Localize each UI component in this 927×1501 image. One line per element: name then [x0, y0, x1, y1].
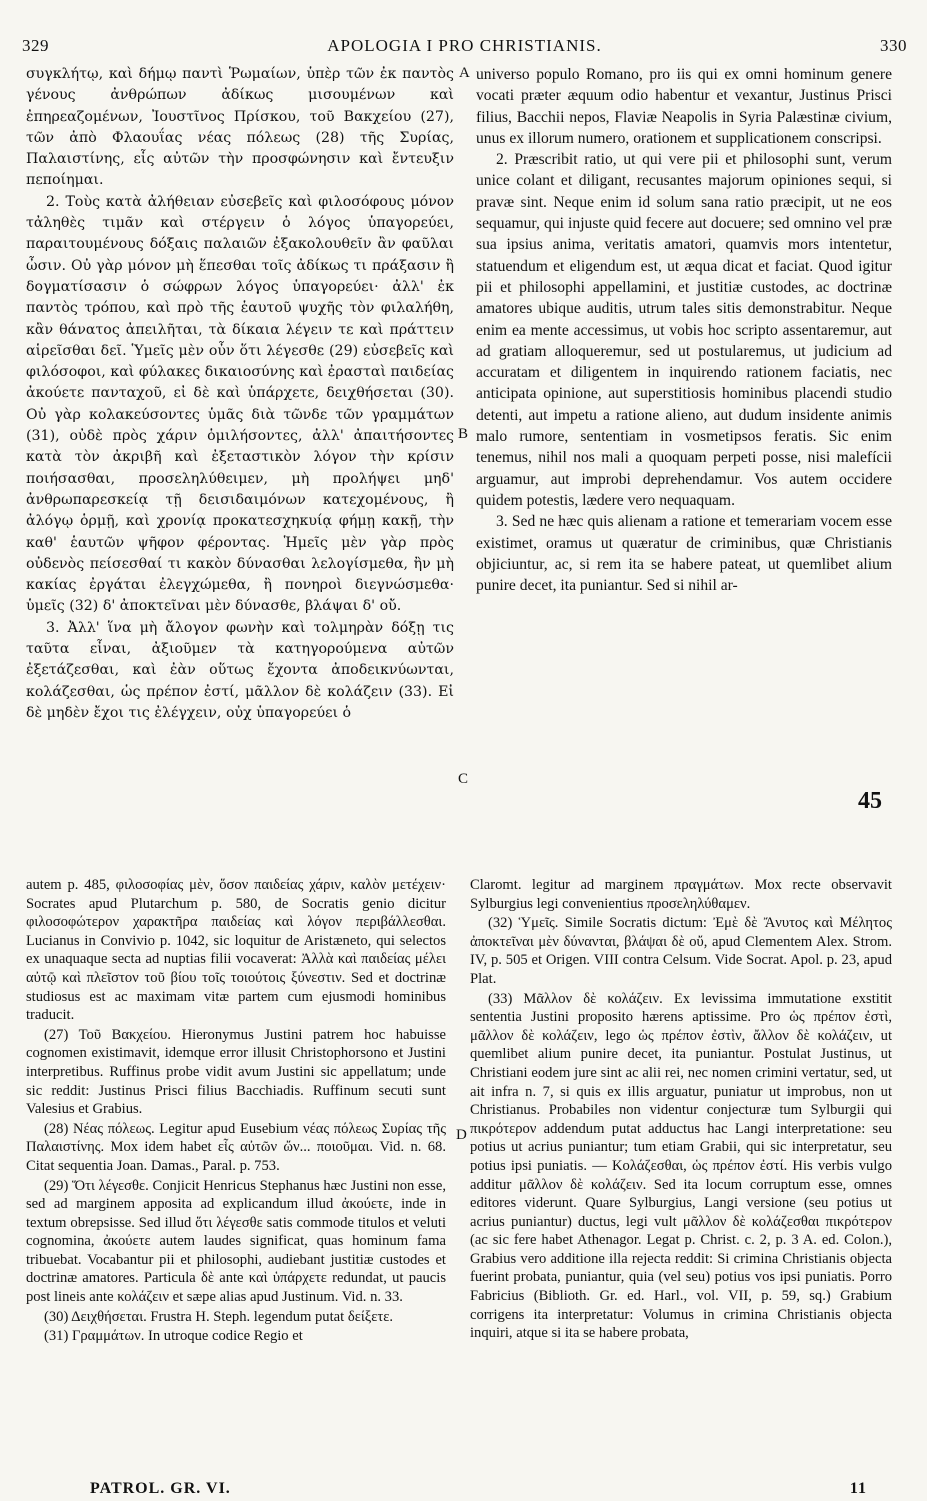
note-30: (30) Δειχθήσεται. Frustra H. Steph. legendum putat δείξετε.: [44, 1308, 394, 1325]
left-page-number: 329: [22, 36, 49, 55]
greek-text-column: [26, 64, 454, 864]
note-left-paragraph: autem p. 485, φιλοσοφίας μὲν, ὅσον παιδείας χάριν, καλὸν μετέχειν· Socrates apud Plutarchum p. 580, de Socratis genio dicitur φιλοσοφώτερον χαρακτῆρα παιδείας καὶ λόγον περιβάλλεσθαι. Lucianus in Convivio p. 1042, sic loquitur de Aristæneto, qui selectos ex unaquaque secta ad nuptias filii vocaverat: Ἀλλὰ καὶ παιδείας μέλει αὐτῷ καὶ πλεῖστον τοῦ βίου τοῖς τοιούτοις ξύνεστιν. Sed et doctrinæ studiosus est ac maximam vitæ partem cum ejusmodi hominibus traducit.: [26, 877, 446, 1024]
running-title: APOLOGIA I PRO CHRISTIANIS.: [327, 36, 602, 55]
note-29: (29) Ὅτι λέγεσθε. Conjicit Henricus Stephanus hæc Justini non esse, sed ad marginem apposita ad explicandum illud ἀκούετε, inde in textum obrepsisse. Sed illud ὅτι λέγεσθε satis commode titulos et veluti cognomina, ἀκούετε autem laudes significat, quas hominum fama tribuebat. Vocabantur pii et philosophi, audiebant justitiæ custodes et doctrinæ amatores. Particula δὲ ante καὶ ὑπάρχετε redundat, ut paucis post lineis ante κολάζειν et sæpe alias apud Justinum. Vid. n. 33.: [26, 1177, 446, 1306]
greek-paragraph-1: συγκλήτῳ, καὶ δήμῳ παντὶ Ῥωμαίων, ὑπὲρ τῶν ἐκ παντὸς γένους ἀνθρώπων ἀδίκως μισουμένων καὶ ἐπηρεαζομένων, Ἰουστῖνος Πρίσκου, τοῦ Βακχείου (27), τῶν ἀπὸ Φλαουΐας νέας πόλεως (28) τῆς Συρίας, Παλαιστίνης, εἷς αὐτῶν τὴν προσφώνησιν καὶ ἔντευξιν πεποίημαι.: [26, 66, 454, 189]
note-right-paragraph: Claromt. legitur ad marginem πραγμάτων. Mox recte observavit Sylburgius legi convenientius προσεληλύθαμεν.: [470, 877, 892, 912]
latin-text-column: [476, 64, 892, 864]
latin-paragraph-3: 3. Sed ne hæc quis alienam a ratione et temerariam vocem esse existimet, oramus ut quæratur de criminibus, quæ Christianis objiciuntur, ac, si rem ita se habere pateat, ut quemlibet alium punire decet, ita puniantur. Sed si nihil ar-: [476, 513, 892, 595]
greek-paragraph-2: 2. Τοὺς κατὰ ἀλήθειαν εὐσεβεῖς καὶ φιλοσόφους μόνον τἀληθὲς τιμᾶν καὶ στέργειν ὁ λόγος ὑπαγορεύει, παραιτουμένους δόξαις παλαιῶν ἐξακολουθεῖν ἂν φαῦλαι ὦσιν. Οὐ γὰρ μόνον μὴ ἕπεσθαι τοῖς ἀδίκως τι πράξασιν ἢ δογματίσασιν ὁ σώφρων λόγος ὑπαγορεύει· ἀλλ' ἐκ παντὸς τρόπου, καὶ πρὸ τῆς ἑαυτοῦ ψυχῆς τὸν φιλαλήθη, κἂν θάνατος ἀπειλῆται, τὰ δίκαια λέγειν τε καὶ πράττειν αἱρεῖσθαι δεῖ. Ὑμεῖς μὲν οὖν ὅτι λέγεσθε (29) εὐσεβεῖς καὶ φιλόσοφοι, καὶ φύλακες δικαιοσύνης καὶ ἐρασταὶ παιδείας ἀκούετε πανταχοῦ, εἰ δὲ καὶ ὑπάρχετε, δειχθήσεται (30). Οὐ γὰρ κολακεύσοντες ὑμᾶς διὰ τῶνδε τῶν γραμμάτων (31), οὐδὲ πρὸς χάριν ὁμιλήσοντες, ἀλλ' ἀπαιτήσοντες κατὰ τὸν ἀκριβῆ καὶ ἐξεταστικὸν λόγον τὴν κρίσιν ποιήσασθαι, προσεληλύθειμεν, μὴ προλήψει μηδ' ἀνθρωπαρεσκείᾳ τῇ δεισιδαιμόνων κατεχομένους, ἢ ἀλόγῳ ὁρμῇ, καὶ χρονίᾳ προκατεσχηκυίᾳ φήμῃ κακῇ, τὴν καθ' ἑαυτῶν ψῆφον φέροντας. Ἡμεῖς μὲν γὰρ πρὸς οὐδενὸς πείσεσθαί τι κακὸν δύνασθαι λελογίσμεθα, ἢν μὴ κακίας ἐργάται ἐλεγχώμεθα, ἢ πονηροὶ διεγνώσμεθα· ὑμεῖς (32) δ' ἀποκτεῖναι μὲν δύνασθε, βλάψαι δ' οὔ.: [26, 193, 454, 615]
margin-letter-b: B: [458, 426, 469, 442]
note-28: (28) Νέας πόλεως. Legitur apud Eusebium νέας πόλεως Συρίας τῆς Παλαιστίνης. Mox idem habet εἷς αὐτῶν ὤν... ποιοῦμαι. Vid. n. 68. Citat sequentia Joan. Damas., Paral. p. 753.: [26, 1120, 446, 1174]
latin-paragraph-1: universo populo Romano, pro iis qui ex omni hominum genere vocati præter æquum odio habentur et vexantur, Justinus Prisci filius, Bacchii nepos, Flaviæ Neapolis in Syria Palæstinæ civium, unus ex illorum numero, orationem et supplicationem conscripsi.: [476, 66, 892, 147]
right-page-number: 330: [880, 36, 907, 55]
notes-right-column: [470, 876, 892, 1476]
footer-signature: PATROL. GR. VI.: [90, 1480, 231, 1497]
margin-letter-a: A: [459, 65, 470, 81]
page-footer: [90, 1480, 867, 1500]
margin-letter-d: D: [456, 1127, 467, 1143]
notes-left-column: [26, 876, 446, 1476]
column-number: 45: [858, 788, 882, 814]
running-header: [22, 32, 907, 60]
note-27: (27) Τοῦ Βακχείου. Hieronymus Justini patrem hoc habuisse cognomen existimavit, idemque error illusit Christophorsono et Justini interpretibus. Ruffinus probe vidit avum Justini sic appellatum; unde sic reddit: Justinus Prisci filius Bacchiadis. Ruffinum secuti sunt Valesius et Grabius.: [26, 1026, 446, 1118]
greek-paragraph-3: 3. Ἀλλ' ἵνα μὴ ἄλογον φωνὴν καὶ τολμηρὰν δόξῃ τις ταῦτα εἶναι, ἀξιοῦμεν τὰ κατηγορούμενα αὐτῶν ἐξετάζεσθαι, καὶ ἐὰν οὕτως ἔχοντα ἀποδεικνύωνται, κολάζεσθαι, ὡς πρέπον ἐστί, μᾶλλον δὲ κολάζειν (33). Εἰ δὲ μηδὲν ἔχοι τις ἐλέγχειν, οὐχ ὑπαγορεύει ὁ: [26, 619, 454, 721]
latin-paragraph-2: 2. Præscribit ratio, ut qui vere pii et philosophi sunt, verum unice colant et diligant, recusantes majorum opiniones sequi, si pravæ sint. Neque enim id solum sana ratio præcipit, ut ne eos sequamur, qui injuste quid fecere aut docuere; sed omnino vel præ sua ipsius anima, veritatis amatori, quamvis mors intentetur, statuendum et eligendum est, ut æqua dicat et faciat. Quod igitur pii et philosophi appellamini, et justitiæ custodes, ac doctrinæ amatores ubique auditis, utrum tales sitis demonstrabitur. Neque enim ea mente accessimus, ut vobis hoc scripto assentaremur, aut ad gratiam alloqueremur, sed ut postularemus, ut judicium ad accuratam et diligentem in inquirendo rationem faciatis, nec anticipata opinione, aut superstitiosis hominibus placendi studio detenti, aut impetu a ratione alieno, aut dudum insidente animis malo rumore, sententiam in vosmetipsos feratis. Sic enim tenemus, nihil nos mali a quoquam perpeti posse, nisi malefícii arguamur, aut improbi deprehendamur. Vos autem occidere quidem potestis, lædere vero nequaquam.: [476, 151, 892, 509]
margin-letter-c: C: [458, 771, 469, 787]
note-33: (33) Μᾶλλον δὲ κολάζειν. Ex levissima immutatione exstitit sententia Justini proposito hærens aptissime. Pro ὡς πρέπον ἐστὶ, μᾶλλον δὲ κολάζειν, lego ὡς πρέπον ἐστὶν, ἄλλον δὲ κολάζειν, ut quemlibet alium punire decet, ita puniantur. Postulat Justinus, ut Christiani eodem jure sint ac alii rei, nec nomen crimini vertatur, sed, ut ait infra n. 7, si quis ex illis arguatur, puniatur ut improbus, non ut Christianus. Probabiles non videntur conjecturæ tum Sylburgii qui πικρότερον addendum putat adductus hac Langi interpretatione: seu potius ut acrius puniantur; tum etiam Grabii, qui sic interpretatur, seu potius ipsi puniatis. — Κολάζεσθαι, ὡς πρέπον ἐστί. His verbis vulgo additur μᾶλλον δὲ κολάζειν. Sed ita locum corruptum esse, omnes editores viderunt. Quare Sylburgius, Langi versione (seu potius ut acrius puniantur) ductus, legi vult μᾶλλον δὲ κολάζεσθαι πικρότερον (ac sic fere habet Athenagor. Legat p. Christ. c. 2, p. 3 A. ed. Colon.), Grabius vero additione illa rejecta reddit: Si crimina Christianis objecta fuerint probata, puniantur, quia (vel seu) potius vos ipsi puniatis. Porro Fabricius (Biblioth. Gr. ed. Harl., vol. VII, p. 59, sq.) Grabium corrigens ita interpretatur: Volumus in crimina Christianis objecta inquiri, atque si ita se habere probata,: [470, 990, 892, 1342]
note-32: (32) Ὑμεῖς. Simile Socratis dictum: Ἐμὲ δὲ Ἄνυτος καὶ Μέλητος ἀποκτεῖναι μὲν δύνανται, βλάψαι δὲ οὔ, apud Clementem Alex. Strom. IV, p. 505 et Origen. VIII contra Celsum. Vide Socrat. Apol. p. 23, apud Plat.: [470, 915, 892, 987]
note-31: (31) Γραμμάτων. In utroque codice Regio et: [44, 1328, 303, 1345]
footer-sheet-number: 11: [849, 1480, 867, 1497]
